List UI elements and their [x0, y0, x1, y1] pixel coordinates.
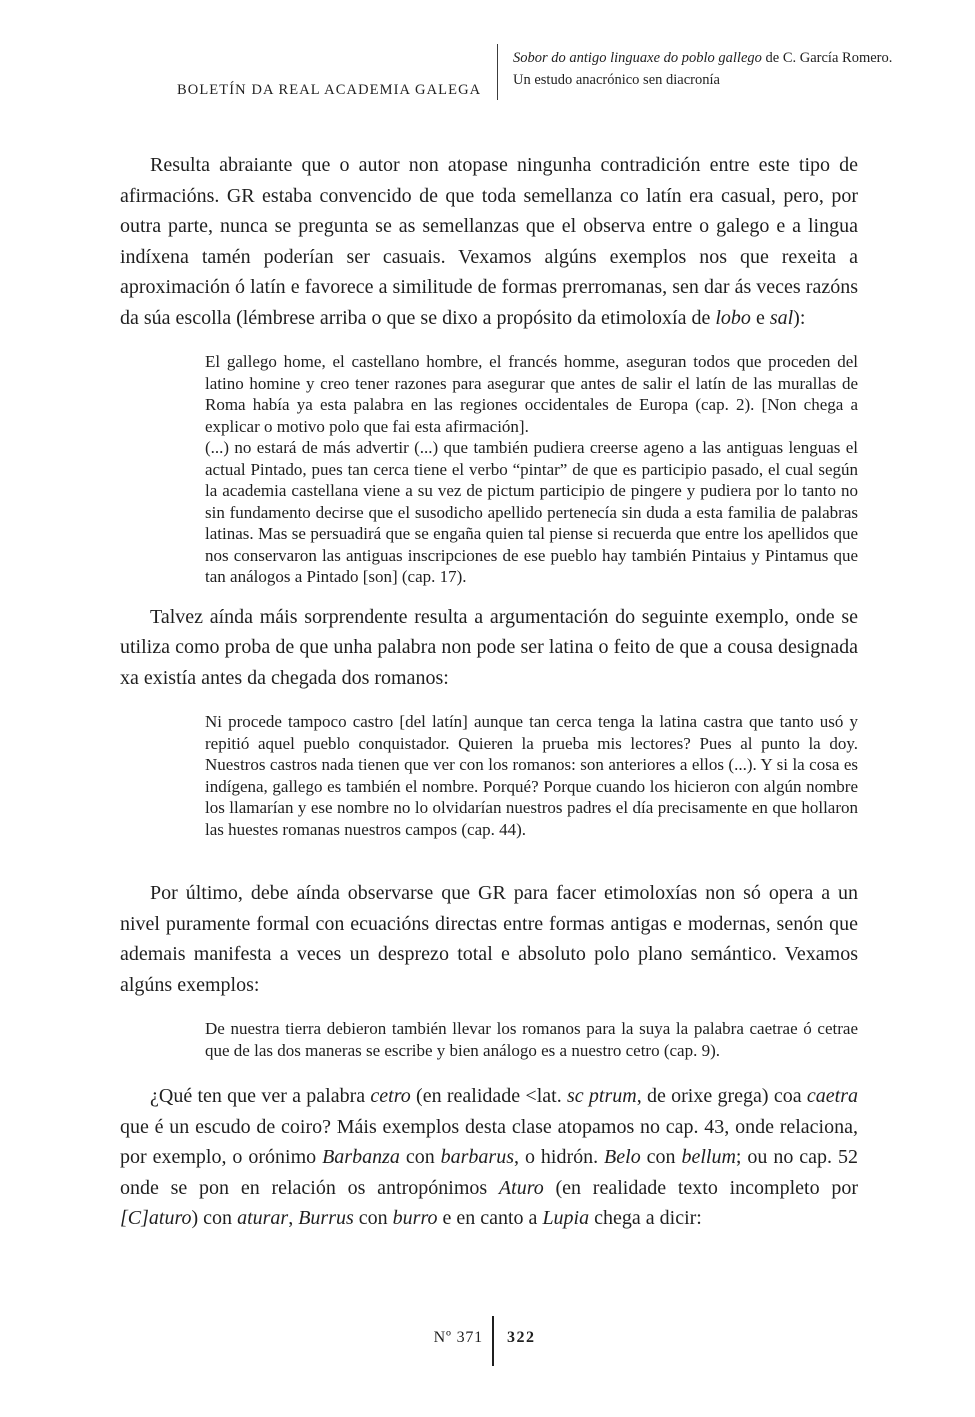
text-run: con [353, 1207, 393, 1229]
cited-term: sal [769, 306, 794, 329]
quote-paragraph [205, 1018, 858, 1061]
cited-term: lobo [715, 306, 751, 329]
text-run: , o hidrón. [514, 1146, 605, 1168]
block-quote [205, 1018, 858, 1061]
text-run: De nuestra tierra debieron también llevar los romanos para la suya la palabra caetrae ó cetrae que de las dos maneras se escribe y bien análogo es a nuestro cetro (cap. 9). [205, 1019, 858, 1060]
text-run: con [399, 1146, 441, 1168]
text-run: chega a dicir: [589, 1207, 702, 1229]
quote-paragraph [205, 711, 858, 840]
cited-term: Burrus [298, 1207, 354, 1229]
cited-term: Aturo [498, 1176, 544, 1199]
quote-paragraph [205, 437, 858, 588]
cited-term: burro [392, 1207, 438, 1229]
cited-term: Belo [604, 1146, 641, 1168]
cited-term: Sobor do antigo linguaxe do poblo gallego [513, 50, 762, 66]
cited-term: barbarus [440, 1146, 514, 1168]
text-run: ) con [191, 1207, 238, 1229]
text-run: ¿Qué ten que ver a palabra [150, 1085, 371, 1107]
journal-title: BOLETÍN DA REAL ACADEMIA GALEGA [177, 82, 482, 98]
text-run: de C. García Romero. [761, 50, 893, 66]
cited-term: Lupia [542, 1207, 590, 1229]
text-run: , de orixe grega) coa [636, 1085, 807, 1107]
header-divider [497, 44, 498, 100]
page-footer [0, 1316, 975, 1366]
quote-paragraph [205, 351, 858, 437]
text-run: Por último, debe aínda observarse que GR para facer etimoloxías non só opera a un nivel puramente formal con ecuacións directas entre formas antigas e modernas, senón que ademais manifesta a veces un desprezo total e absoluto polo plano semántico. Vexamos algúns exemplos: [120, 882, 858, 996]
cited-term: [C]aturo [120, 1207, 192, 1229]
article-subtitle: Un estudo anacrónico sen diacronía [513, 71, 720, 88]
cited-term: caetra [806, 1085, 858, 1107]
text-run: e [750, 306, 770, 329]
issue-number: Nº 371 [433, 1329, 483, 1346]
cited-term: Barbanza [322, 1146, 400, 1168]
text-run: (...) no estará de más advertir (...) que también pudiera creerse ageno a las antiguas lenguas el actual Pintado, pues tan cerca tiene el verbo “pintar” de que es participio pasado, el cual según la academia castellana viene a su vez de pictum participio de pingere y pudiera por lo tanto no sin fundamento decirse que el susodicho apellido pertenecía sin duda a esta familia de palabras latinas. Mas se persuadirá que se engaña quien tal piense si recuerda que entre los apellidos que nos conservaron las antiguas inscripciones de ese pueblo hay también Pintaius y Pintamus que tan análogos a Pintado [son] (cap. 17). [205, 438, 858, 586]
block-quote [205, 711, 858, 840]
article-title [513, 48, 903, 70]
paragraph [120, 1081, 858, 1234]
text-run: Resulta abraiante que o autor non atopase ningunha contradición entre este tipo de afirmacións. GR estaba convencido de que toda semellanza co latín era casual, pero, por outra parte, nunca se pregunta se as semellanzas que el observa entre o galego e a lingua indíxena tamén poderían ser casuais. Vexamos algúns exemplos nos que rexeita a aproximación ó latín e favorece a similitude de formas prerromanas, sen dar ás veces razóns da súa escolla (lémbrese arriba o que se dixo a propósito da etimoloxía de [120, 154, 858, 329]
text-run: , [288, 1207, 299, 1229]
cited-term: cetro [370, 1085, 411, 1107]
cited-term: bellum [681, 1146, 736, 1168]
text-run: ): [793, 306, 806, 329]
block-quote [205, 351, 858, 588]
page-number: 322 [507, 1329, 536, 1346]
text-run: con [640, 1146, 682, 1168]
text-run: El gallego home, el castellano hombre, el francés homme, aseguran todos que proceden del latino homine y creo tener razones para asegurar que antes de salir el latín de las murallas de Roma había ya esta palabra en las regiones occidentales de Europa (cap. 2). [Non chega a explicar o motivo polo que fai esta afirmación]. [205, 352, 858, 436]
text-run: Talvez aínda máis sorprendente resulta a argumentación do seguinte exemplo, onde se utiliza como proba de que unha palabra non pode ser latina o feito de que a cousa designada xa existía antes da chegada dos romanos: [120, 605, 858, 689]
text-run: (en realidade texto incompleto por [543, 1176, 859, 1199]
article-reference [513, 48, 903, 91]
text-run: Ni procede tampoco castro [del latín] aunque tan cerca tenga la latina castra que tanto usó y repitió aquel pueblo conquistador. Quieren la prueba mis lectores? Pues al punto la doy. Nuestros castros nada tienen que ver con los romanos: son anteriores a ellos (...). Y si la cosa es indígena, gallego es también el nombre. Porqué? Porque cuando los hicieron con algún nombre los llamarían y ese nombre no lo olvidarían nuestros padres el día precisamente en que hollaron las huestes romanas nuestros campos (cap. 44). [205, 712, 858, 839]
text-run: (en realidade <lat. [410, 1085, 567, 1107]
paragraph [120, 878, 858, 1000]
cited-term: sc ptrum [566, 1085, 637, 1107]
paragraph [120, 602, 858, 694]
text-run: ; ou no cap. 52 onde se pon en relación os antropónimos [120, 1146, 858, 1199]
text-run: e en canto a [437, 1207, 543, 1229]
cited-term: aturar [237, 1207, 289, 1229]
article-body [120, 150, 858, 1234]
text-run: que é un escudo de coiro? Máis exemplos desta clase atopamos no cap. 43, onde relaciona, por exemplo, o orónimo [120, 1115, 858, 1168]
paragraph [120, 150, 858, 333]
footer-divider [492, 1316, 494, 1366]
